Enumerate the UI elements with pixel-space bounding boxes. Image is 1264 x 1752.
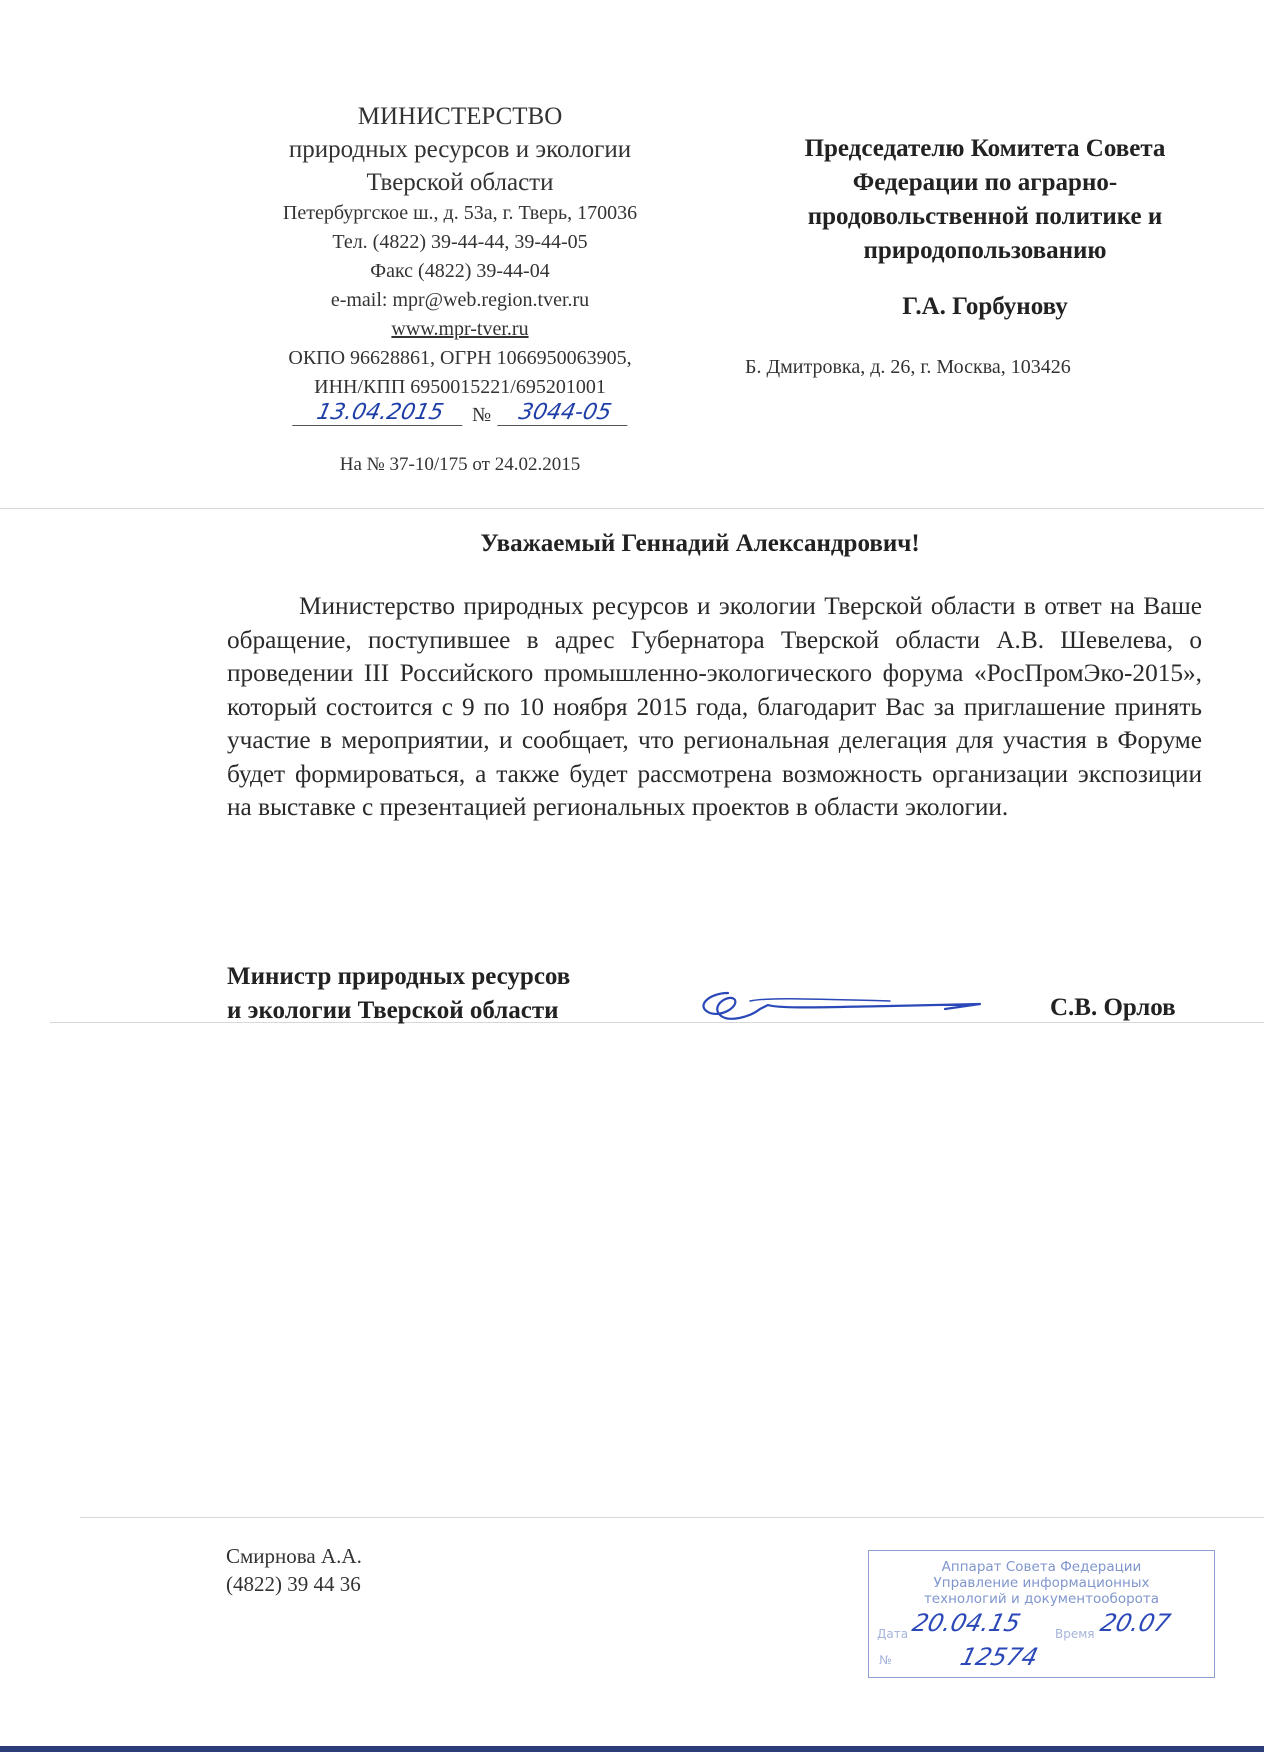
handwritten-signature-icon <box>690 985 990 1040</box>
sender-fax: Факс (4822) 39-44-04 <box>370 260 550 282</box>
letter-body: Министерство природных ресурсов и экологии Тверской области в ответ на Ваше обращение, поступившее в адрес Губернатора Тверской области А.В. Шевелева, о проведении III Российского промышленно-экологического форума «РосПромЭко-2015», который состоится с 9 по 10 ноября 2015 года, благодарит Вас за приглашение принять участие в мероприятии, и сообщает, что региональная делегация для участия в Форуме будет формироваться, а также будет рассмотрена возможность организации экспозиции на выставке с презентацией региональных проектов в области экологии. <box>227 592 1202 821</box>
stamp-line-1: Аппарат Совета Федерации <box>941 1559 1142 1575</box>
ministry-title: МИНИСТЕРСТВО <box>357 103 563 130</box>
stamp-line-3: технологий и документооборота <box>923 1591 1160 1607</box>
sender-block <box>200 100 720 476</box>
signer-name: С.В. Орлов <box>1050 994 1176 1021</box>
signer-title-line-1: Министр природных ресурсов <box>227 963 571 990</box>
executor-name: Смирнова А.А. <box>226 1544 362 1568</box>
addressee-line-2: Федерации по аграрно- <box>852 169 1118 196</box>
scan-line <box>0 508 1264 509</box>
addressee-line-4: природопользованию <box>863 237 1107 264</box>
addressee-name: Г.А. Горбунову <box>902 293 1068 320</box>
sender-okpo: ОКПО 96628861, ОГРН 1066950063905, <box>288 347 632 369</box>
sender-email: e-mail: mpr@web.region.tver.ru <box>330 289 590 311</box>
sender-phone: Тел. (4822) 39-44-44, 39-44-05 <box>332 231 588 253</box>
executor-info <box>226 1542 362 1598</box>
stamp-number: 12574 <box>957 1643 1041 1671</box>
stamp-time-label: Время <box>1055 1627 1095 1641</box>
addressee-block <box>760 132 1210 324</box>
signer-title-line-2: и экологии Тверской области <box>227 997 559 1024</box>
stamp-date: 20.04.15 <box>909 1609 1024 1637</box>
stamp-time: 20.07 <box>1097 1609 1174 1637</box>
sender-address: Петербургское ш., д. 53а, г. Тверь, 170036 <box>282 202 638 224</box>
scan-edge <box>0 1746 1264 1752</box>
sender-inn: ИНН/КПП 6950015221/695201001 <box>314 376 606 398</box>
ministry-subtitle: природных ресурсов и экологии <box>288 136 632 163</box>
registration-number-label: № <box>472 404 492 426</box>
incoming-stamp <box>868 1550 1215 1678</box>
scan-line <box>80 1517 1264 1518</box>
executor-phone: (4822) 39 44 36 <box>226 1572 361 1596</box>
reply-reference: На № 37-10/175 от 24.02.2015 <box>339 454 581 475</box>
stamp-date-label: Дата <box>877 1627 909 1641</box>
ministry-region: Тверской области <box>366 169 554 196</box>
sender-website: www.mpr-tver.ru <box>391 318 529 340</box>
stamp-line-2: Управление информационных <box>933 1575 1150 1591</box>
salutation: Уважаемый Геннадий Александрович! <box>480 530 920 557</box>
stamp-number-label: № <box>879 1653 892 1667</box>
registration-date: 13.04.2015 <box>292 400 468 426</box>
addressee-line-1: Председателю Комитета Совета <box>804 135 1166 162</box>
addressee-line-3: продовольственной политике и <box>807 203 1163 230</box>
registration-line <box>200 402 720 432</box>
registration-number: 3044-05 <box>497 400 633 426</box>
signer-title <box>227 960 667 1028</box>
addressee-address: Б. Дмитровка, д. 26, г. Москва, 103426 <box>745 356 1071 378</box>
